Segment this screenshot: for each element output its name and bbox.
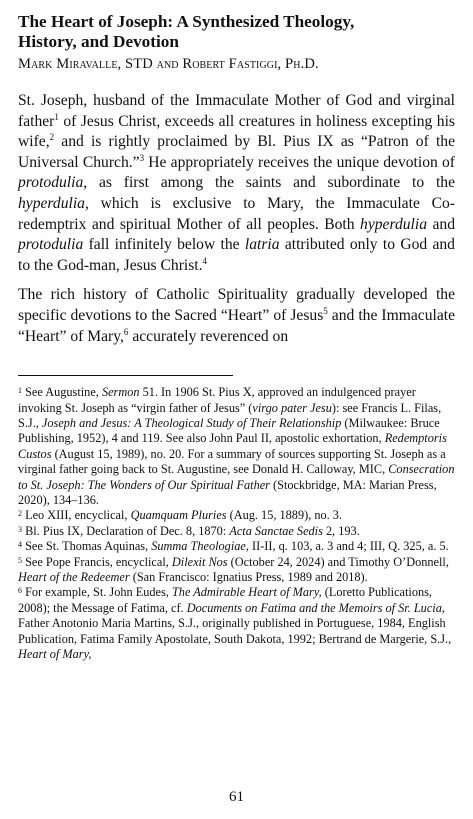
italic-text: Dilexit Nos (171, 554, 228, 569)
page-number: 61 (229, 789, 244, 805)
italic-text: Redemptoris Custos (18, 431, 447, 461)
text-run: (October 24, 2024) and Timothy O’Donnell, (227, 554, 449, 569)
text-run: and the Immaculate “Heart” of Mary, (18, 306, 456, 345)
authors-line (18, 54, 455, 74)
text-run: and is rightly proclaimed by Bl. Pius IX as “Patron of the Universal Church.” (18, 133, 455, 171)
title-line-1: The Heart of Joseph: A Synthesized Theology, (18, 12, 355, 31)
footnote-ref: 6 (18, 586, 22, 596)
italic-text: hyperdulia (18, 194, 85, 212)
authors-and: and (156, 56, 179, 72)
text-run: and (427, 215, 455, 233)
text-run: fall infinitely below the (83, 236, 245, 254)
footnote-6 (18, 585, 455, 662)
italic-text: Documents on Fatima and the Memoirs of Sr. Lucia (186, 600, 442, 615)
italic-text: Heart of the Redeemer (18, 570, 130, 584)
footnote-ref: 4 (18, 540, 22, 550)
text-run: , which is exclusive to Mary, the Immaculate Co-redemptrix and spiritual Mother of all peoples. Both (18, 194, 455, 233)
italic-text: Quamquam Pluries (130, 508, 227, 523)
text-run: (Loretto Publications, 2008); the Message of Fatima, cf. (18, 585, 432, 615)
footnote-2 (18, 508, 455, 523)
footnote-ref: 2 (18, 509, 22, 519)
footnote-ref: 4 (202, 255, 208, 266)
text-run: St. Joseph, husband of the Immaculate Mother of God and virginal father (18, 92, 455, 130)
footnote-ref: 1 (18, 386, 22, 396)
author-1-degree: , STD (117, 56, 157, 72)
footnotes (18, 385, 455, 662)
text-run: accurately reverenced on (128, 327, 289, 345)
text-run: Bl. Pius IX, Declaration of Dec. 8, 1870: (22, 523, 230, 538)
text-run: , as first among the saints and subordinate to the (83, 174, 455, 192)
author-1-name: Mark Miravalle (18, 56, 118, 72)
text-run: For example, St. John Eudes, (22, 585, 172, 600)
footnote-ref: 6 (123, 326, 129, 337)
text-run: , II-II, q. 103, a. 3 and 4; III, Q. 325, a. 5. (245, 539, 449, 554)
text-run: of Jesus Christ, exceeds all creatures in holiness excepting his wife, (18, 112, 455, 151)
text-run: (San Francisco: Ignatius Press, 1989 and 2018). (129, 570, 368, 584)
text-run: (Stockbridge, MA: Marian Press, 2020), 134–136. (18, 477, 437, 507)
text-run: 2, 193. (322, 523, 360, 538)
text-run: The rich history of Catholic Spirituality gradually developed the specific devotions to the Sacred “Heart” of Jesus (18, 286, 455, 324)
footnote-ref: 1 (54, 111, 59, 122)
text-run: See Pope Francis, encyclical, (22, 554, 172, 569)
footnote-divider (18, 375, 233, 376)
italic-text: hyperdulia (360, 215, 428, 233)
body-paragraph-2 (18, 285, 455, 347)
italic-text: Summa Theologiae (151, 539, 246, 554)
italic-text: Sermon (101, 385, 140, 400)
text-run: He appropriately receives the unique devotion of (144, 153, 455, 171)
author-2-degree: , Ph.D. (277, 56, 319, 72)
italic-text: The Admirable Heart of Mary, (171, 585, 322, 600)
body-paragraph-1 (18, 91, 455, 276)
italic-text: Acta Sanctae Sedis (229, 523, 323, 538)
text-run: , Father Anotonio Maria Martins, S.J., originally published in Portuguese, 1984, English Publication, Fatima Family Apostolate, South Dakota, 1992; Bertrand de Margerie, S.J., (18, 600, 452, 646)
text-run: (Milwaukee: Bruce Publishing, 1952), 4 and 119. See also John Paul II, apostolic exhortation, (18, 415, 440, 446)
footnote-ref: 3 (139, 152, 145, 163)
footnote-ref: 3 (18, 524, 22, 534)
text-run: See Augustine, (22, 385, 102, 400)
footnote-ref: 2 (49, 132, 55, 142)
text-run: ): see Francis L. Filas, S.J., (18, 400, 442, 430)
footnote-ref: 5 (18, 555, 22, 565)
footnote-5 (18, 555, 455, 586)
footnote-1 (18, 385, 455, 508)
text-run: attributed only to God and to the God-man, Jesus Christ. (18, 236, 455, 274)
footnote-ref: 5 (323, 305, 328, 316)
text-run: See St. Thomas Aquinas, (22, 539, 152, 554)
text-run: (Aug. 15, 1889), no. 3. (226, 508, 343, 523)
italic-text: Consecration to St. Joseph: The Wonders of Our Spiritual Father (18, 462, 455, 492)
italic-text: latria (244, 236, 280, 254)
chapter-title (18, 12, 455, 52)
title-line-2: History, and Devotion (18, 32, 179, 51)
italic-text: Joseph and Jesus: A Theological Study of Their Relationship (41, 415, 342, 430)
text-run: 51. In 1906 St. Pius X, approved an indulgenced prayer invoking St. Joseph as “virgin father of Jesus” ( (18, 385, 416, 415)
text-run: Leo XIII, encyclical, (22, 508, 131, 523)
footnote-3 (18, 524, 455, 539)
footnote-4 (18, 539, 455, 554)
italic-text: Heart of Mary, (18, 647, 92, 662)
author-2-name: Robert Fastiggi (178, 56, 278, 72)
italic-text: protodulia (18, 174, 84, 192)
italic-text: virgo pater Jesu (252, 400, 332, 415)
italic-text: protodulia (18, 236, 84, 254)
text-run: (August 15, 1989), no. 20. For a summary of sources supporting St. Joseph as a virginal father going back to St. Augustine, see Donald H. Calloway, MIC, (18, 446, 446, 477)
